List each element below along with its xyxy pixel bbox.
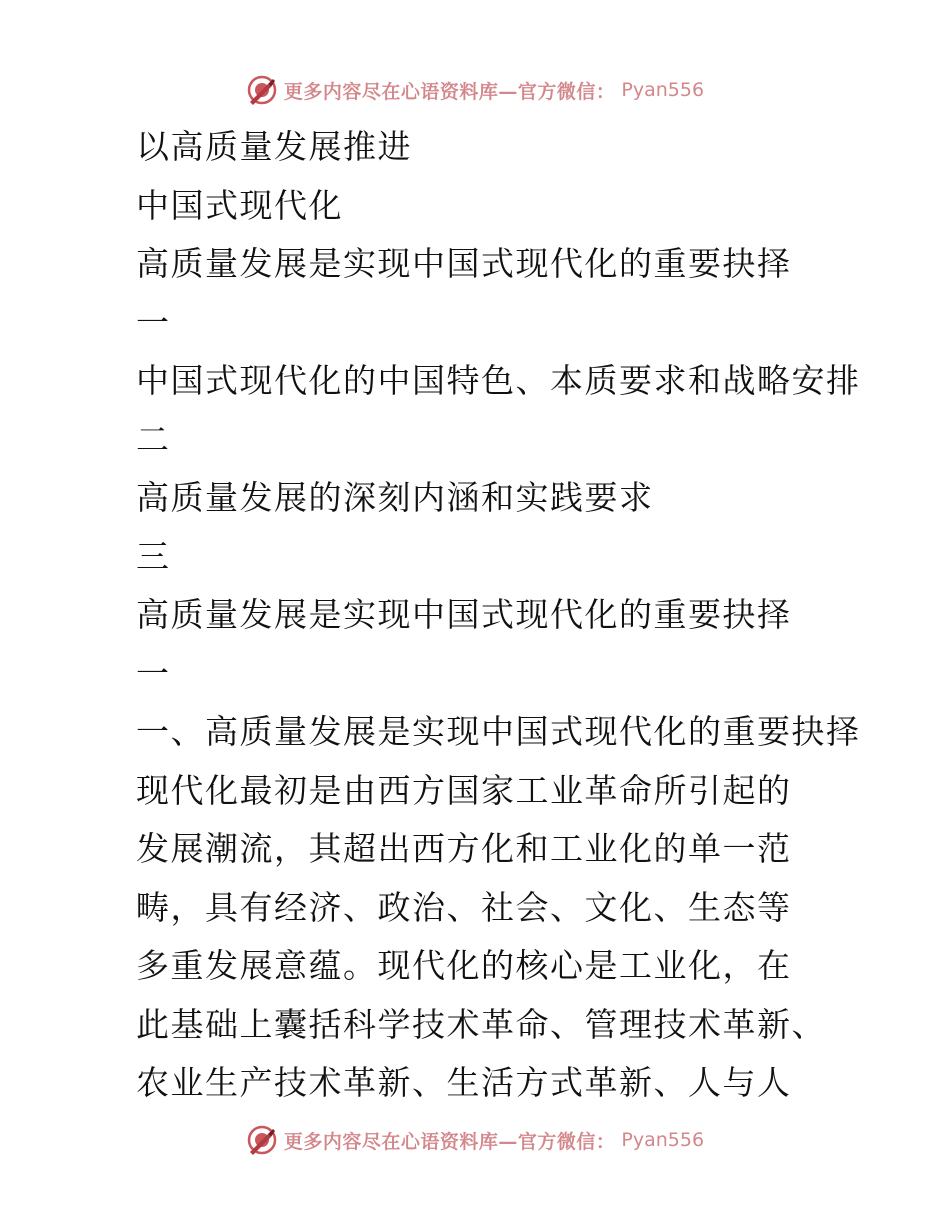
- watermark-id: Pyan556: [621, 1129, 705, 1151]
- toc-number-1: 一: [136, 302, 171, 342]
- watermark-text: 更多内容尽在心语资料库—官方微信：: [283, 1130, 616, 1153]
- section-number: 一: [136, 653, 171, 693]
- title-line-1: 以高质量发展推进: [136, 127, 412, 166]
- body-line: 多重发展意蕴。现代化的核心是工业化，在: [136, 946, 792, 985]
- watermark-text: 更多内容尽在心语资料库—官方微信：: [283, 80, 616, 103]
- toc-item-2: 中国式现代化的中国特色、本质要求和战略安排: [136, 361, 861, 400]
- toc-item-3: 高质量发展的深刻内涵和实践要求: [136, 478, 654, 517]
- toc-number-2: 二: [136, 419, 171, 459]
- section-heading: 一、高质量发展是实现中国式现代化的重要抉择: [136, 712, 861, 751]
- toc-number-3: 三: [136, 536, 171, 576]
- toc-item-1: 高质量发展是实现中国式现代化的重要抉择: [136, 244, 792, 283]
- body-line: 现代化最初是由西方国家工业革命所引起的: [136, 770, 792, 810]
- body-line: 畴，具有经济、政治、社会、文化、生态等: [136, 887, 792, 927]
- pen-logo-icon: [246, 74, 278, 106]
- section-title: 高质量发展是实现中国式现代化的重要抉择: [136, 595, 792, 634]
- body-line: 农业生产技术革新、生活方式革新、人与人: [136, 1063, 792, 1102]
- pen-logo-icon: [246, 1124, 278, 1156]
- document-body: [136, 118, 916, 1113]
- body-line: 发展潮流，其超出西方化和工业化的单一范: [136, 829, 792, 868]
- header-watermark: [0, 72, 950, 108]
- title-line-2: 中国式现代化: [136, 185, 343, 225]
- body-line: 此基础上囊括科学技术革命、管理技术革新、: [136, 1004, 826, 1044]
- footer-watermark: [0, 1122, 950, 1158]
- watermark-id: Pyan556: [621, 79, 705, 101]
